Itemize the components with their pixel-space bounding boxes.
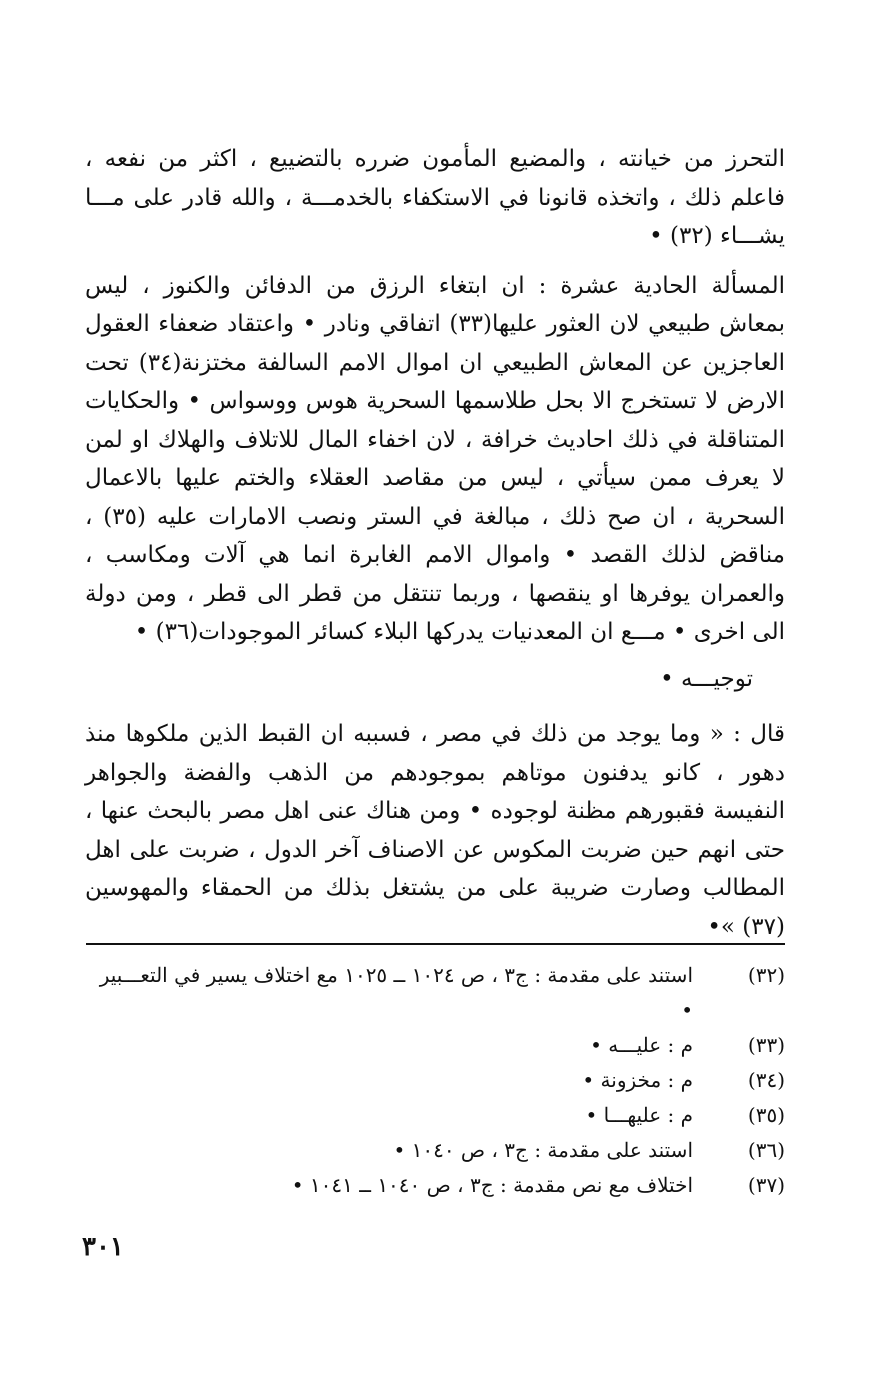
section-heading: توجيـــه • [660, 665, 753, 692]
footnote-number: (٣٧) [747, 1173, 785, 1197]
footnotes [86, 958, 785, 1203]
footnote-item [86, 1028, 785, 1063]
page-number: ٣٠١ [82, 1232, 124, 1262]
footnote-number: (٣٤) [747, 1068, 785, 1092]
footnote-number: (٣٣) [747, 1033, 785, 1057]
footnote-text: استند على مقدمة : ج٣ ، ص ١٠٤٠ • [393, 1138, 693, 1162]
paragraph-2: المسألة الحادية عشرة : ان ابتغاء الرزق من الدفائن والكنوز ، ليس بمعاش طبيعي لان العثور عليها(٣٣) اتفاقي ونادر • واعتقاد ضعفاء العقول العاجزين عن المعاش الطبيعي ان اموال الامم السالفة مختزنة(٣٤) تحت الارض لا تستخرج الا بحل طلاسمها السحرية هوس ووسواس • والحكايات المتناقلة في ذلك احاديث خرافة ، لان اخفاء المال للاتلاف والهلاك او لمن لا يعرف ممن سيأتي ، ليس من مقاصد العقلاء والختم عليها بالاعمال السحرية ، ان صح ذلك ، مبالغة في الستر ونصب الامارات عليه (٣٥) ، مناقض لذلك القصد • واموال الامم الغابرة انما هي آلات ومكاسب ، والعمران يوفرها او ينقصها ، وربما تنتقل من قطر الى قطر ، ومن دولة الى اخرى • مـــع ان المعدنيات يدركها البلاء كسائر الموجودات(٣٦) • [85, 272, 785, 645]
footnote-text: م : مخزونة • [582, 1068, 693, 1092]
footnote-item [86, 1168, 785, 1203]
footnote-item [86, 1133, 785, 1168]
main-text [85, 140, 785, 946]
footnote-text: م : عليـــه • [590, 1033, 693, 1057]
footnote-item [86, 1098, 785, 1133]
footnote-divider [86, 943, 785, 945]
footnote-text: استند على مقدمة : ج٣ ، ص ١٠٢٤ ــ ١٠٢٥ مع اختلاف يسير في التعـــبير • [99, 963, 693, 1022]
footnote-number: (٣٢) [747, 963, 785, 987]
footnote-number: (٣٥) [747, 1103, 785, 1127]
footnote-item [86, 958, 785, 1028]
footnote-number: (٣٦) [747, 1138, 785, 1162]
footnote-text: اختلاف مع نص مقدمة : ج٣ ، ص ١٠٤٠ ــ ١٠٤١ • [291, 1173, 693, 1197]
paragraph-1: التحرز من خيانته ، والمضيع المأمون ضرره بالتضييع ، اكثر من نفعه ، فاعلم ذلك ، واتخذه قانونا في الاستكفاء بالخدمـــة ، والله قادر على مـــا يشـــاء (٣٢) • [85, 146, 785, 249]
footnote-text: م : عليهـــا • [585, 1103, 693, 1127]
footnote-item [86, 1063, 785, 1098]
paragraph-3: قال : « وما يوجد من ذلك في مصر ، فسببه ان القبط الذين ملكوها منذ دهور ، كانو يدفنون موتاهم بموجودهم من الذهب والفضة والجواهر النفيسة فقبورهم مظنة لوجوده • ومن هناك عنى اهل مصر بالبحث عنها ، حتى انهم حين ضربت المكوس عن الاصناف آخر الدول ، ضربت على اهل المطالب وصارت ضريبة على من يشتغل بذلك من الحمقاء والمهوسين (٣٧) »• [85, 721, 785, 940]
